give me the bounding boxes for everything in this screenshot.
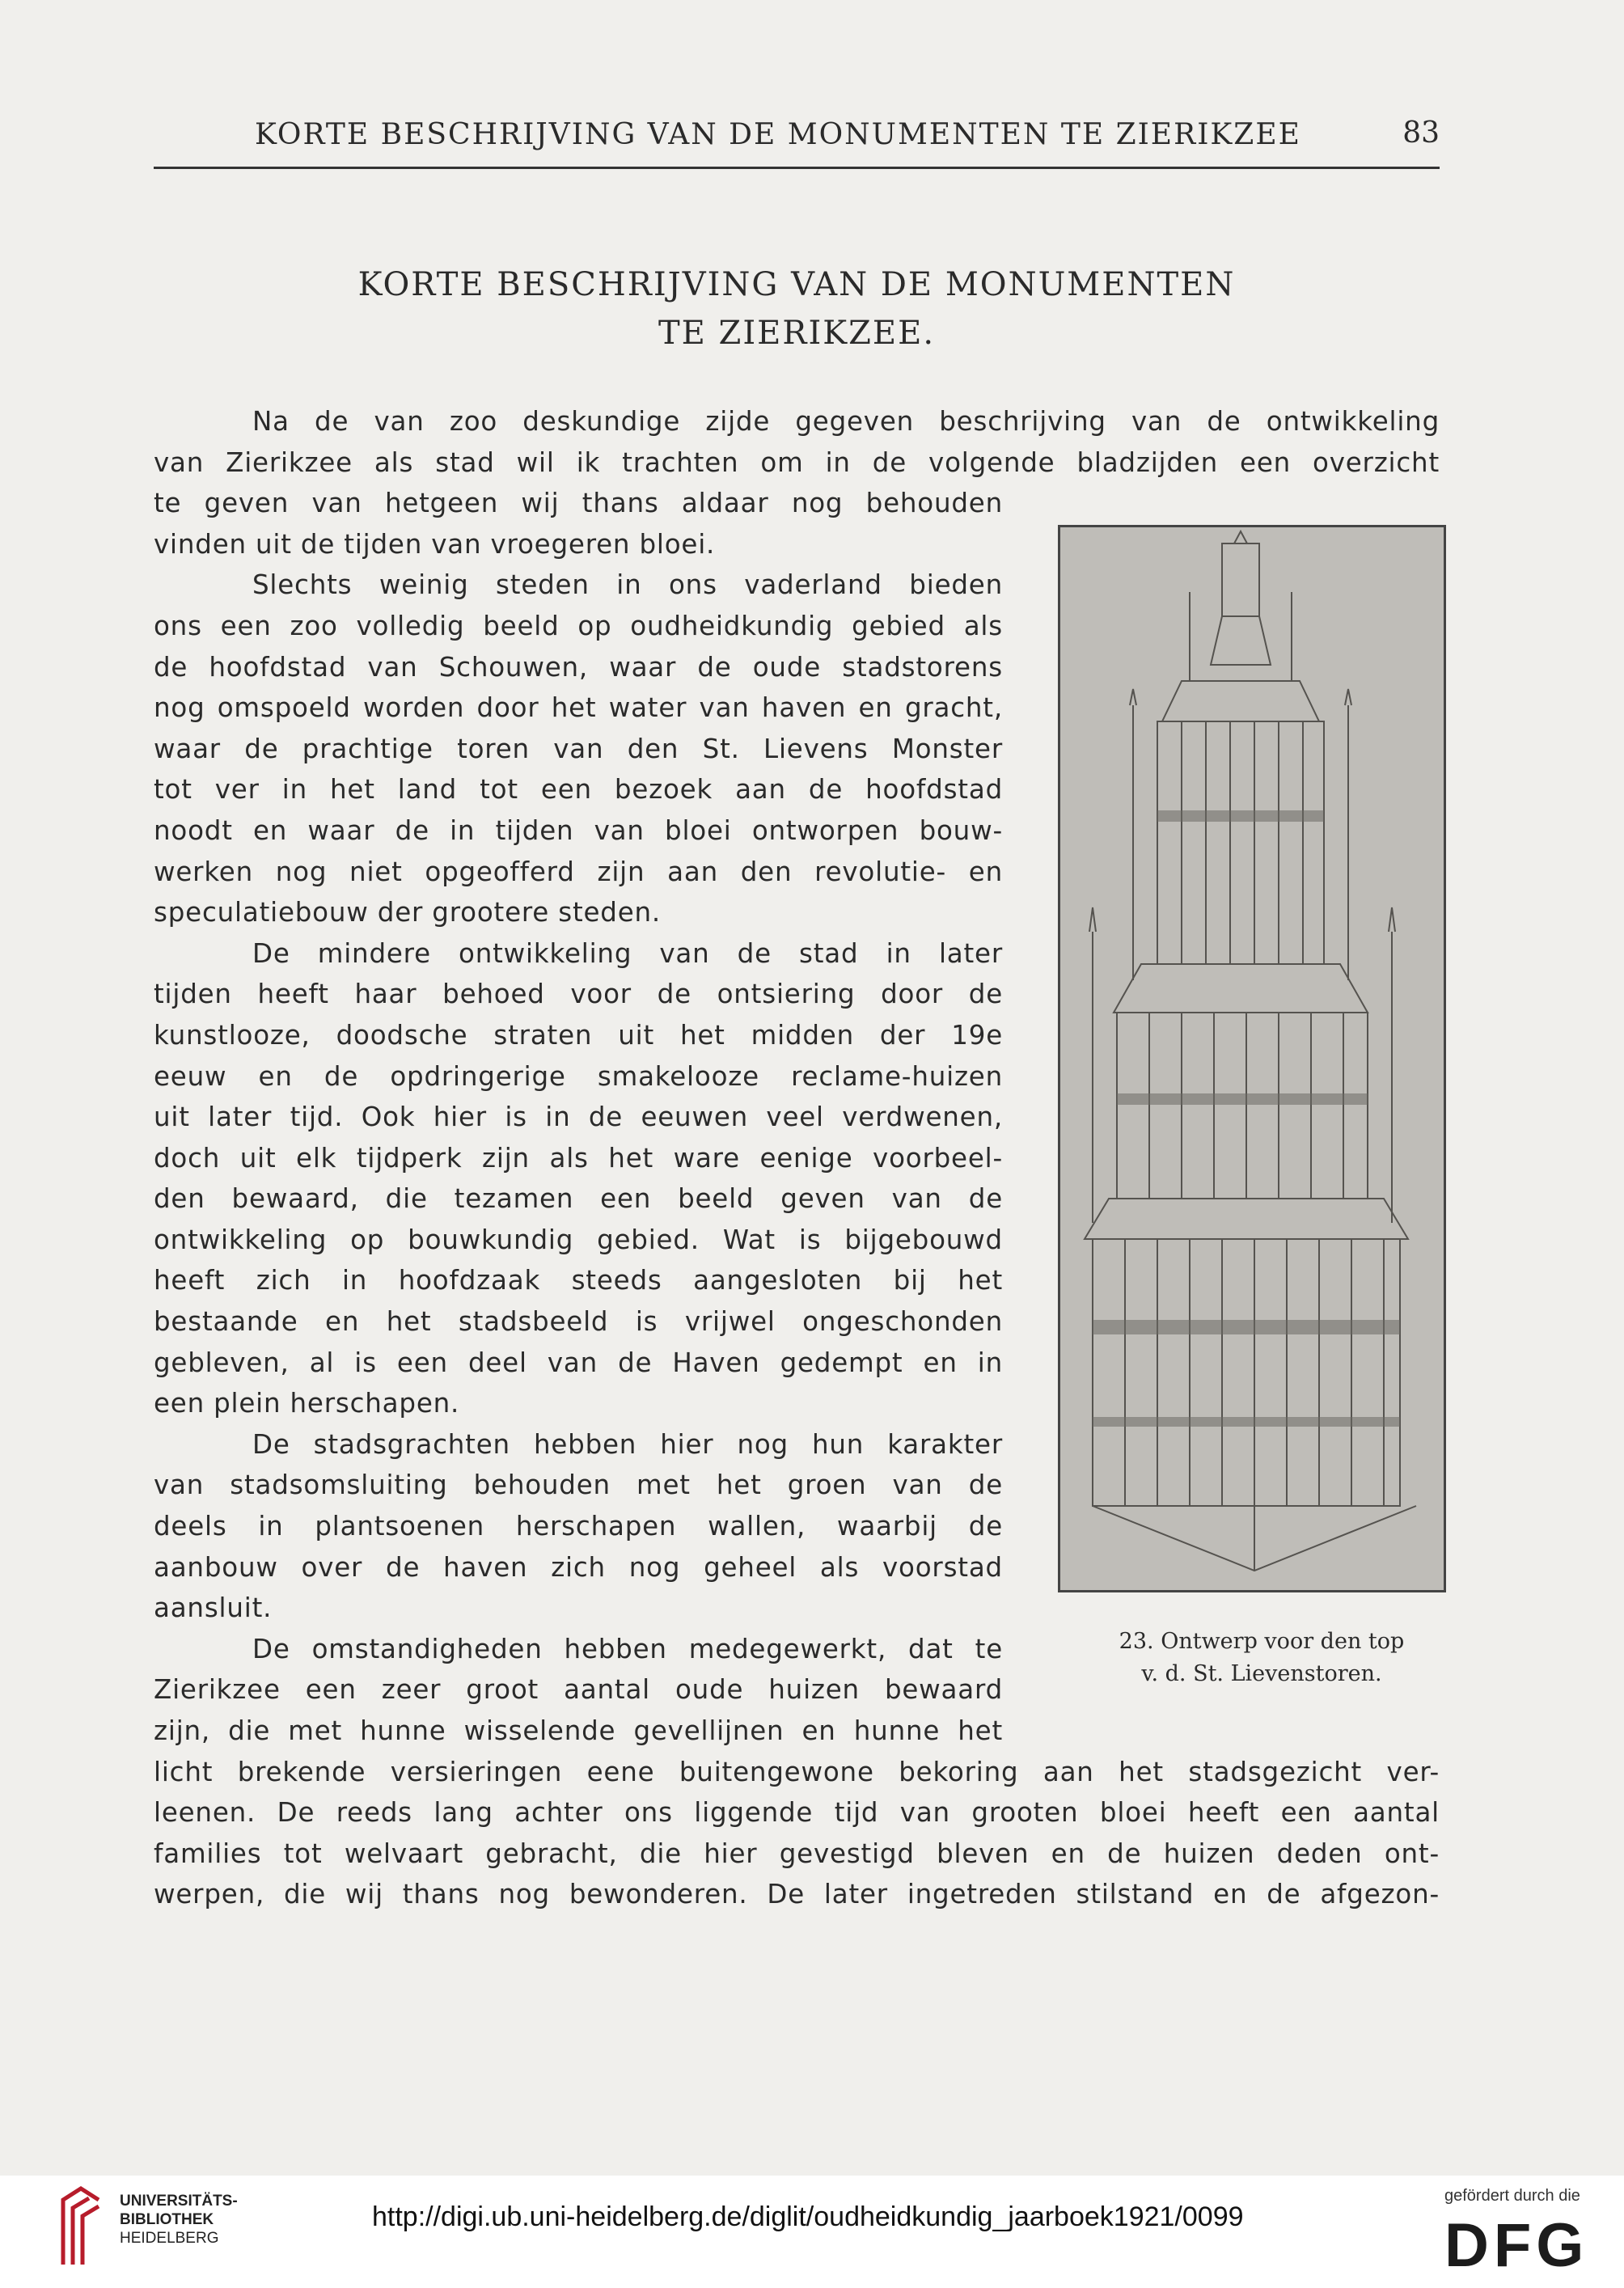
- body-line: bestaande en het stadsbeeld is vrijwel ongeschonden: [154, 1306, 1003, 1338]
- library-name-line-3: HEIDELBERG: [120, 2230, 219, 2247]
- body-line: ons een zoo volledig beeld op oudheidkundig gebied als: [154, 610, 1003, 641]
- tower-drawing-icon: [1060, 527, 1444, 1590]
- body-line: te geven van hetgeen wij thans aldaar nog behouden: [154, 488, 1003, 519]
- body-line: van stadsomsluiting behouden met het groen van de: [154, 1470, 1003, 1501]
- library-name-line-2: BIBLIOTHEK: [120, 2211, 214, 2228]
- body-line: speculatiebouw der grootere steden.: [154, 897, 662, 928]
- body-line: ontwikkeling op bouwkundig gebied. Wat is bijgebouwd: [154, 1224, 1003, 1255]
- body-line: noodt en waar de in tijden van bloei ontworpen bouw-: [154, 814, 1003, 846]
- body-line: een plein herschapen.: [154, 1388, 460, 1419]
- running-head: [154, 115, 1440, 169]
- funding-label: gefördert durch die: [1444, 2187, 1580, 2205]
- caption-line-1: 23. Ontwerp voor den top: [1119, 1629, 1405, 1654]
- running-title: KORTE BESCHRIJVING VAN DE MONUMENTEN TE ZIERIKZEE: [255, 118, 1301, 151]
- library-name: [120, 2192, 238, 2248]
- body-line: De omstandigheden hebben medegewerkt, dat te: [252, 1633, 1003, 1664]
- permalink-url[interactable]: http://digi.ub.uni-heidelberg.de/diglit/oudheidkundig_jaarboek1921/0099: [372, 2201, 1244, 2232]
- body-line: vinden uit de tijden van vroegeren bloei.: [154, 528, 716, 560]
- body-line: tijden heeft haar behoed voor de ontsiering door de: [154, 979, 1003, 1010]
- body-line: deels in plantsoenen herschapen wallen, waarbij de: [154, 1511, 1003, 1542]
- body-line: doch uit elk tijdperk zijn als het ware eenige voorbeel-: [154, 1142, 1003, 1174]
- body-line: uit later tijd. Ook hier is in de eeuwen veel verdwenen,: [154, 1102, 1003, 1133]
- body-line: den bewaard, die tezamen een beeld geven van de: [154, 1183, 1003, 1215]
- body-line: van Zierikzee als stad wil ik trachten om in de volgende bladzijden een overzicht: [154, 446, 1440, 478]
- university-library-logo-icon: [57, 2184, 105, 2273]
- body-line: aansluit.: [154, 1592, 273, 1624]
- body-line: de hoofdstad van Schouwen, waar de oude stadstorens: [154, 651, 1003, 683]
- body-line: kunstlooze, doodsche straten uit het midden der 19e: [154, 1019, 1003, 1051]
- body-line: tot ver in het land tot een bezoek aan de hoofdstad: [154, 774, 1003, 806]
- body-line: Na de van zoo deskundige zijde gegeven beschrijving van de ontwikkeling: [252, 406, 1440, 437]
- body-line: eeuw en de opdringerige smakelooze reclame-huizen: [154, 1060, 1003, 1092]
- body-line: waar de prachtige toren van den St. Lievens Monster: [154, 733, 1003, 764]
- body-line: Slechts weinig steden in ons vaderland bieden: [252, 569, 1003, 601]
- caption-line-2: v. d. St. Lievenstoren.: [1141, 1661, 1382, 1686]
- library-name-line-1: UNIVERSITÄTS-: [120, 2193, 238, 2210]
- body-line: leenen. De reeds lang achter ons liggende tijd van grooten bloei heeft een aantal: [154, 1797, 1440, 1829]
- tower-drawing-figure: [1058, 525, 1446, 1592]
- page-number: 83: [1402, 116, 1440, 150]
- body-line: Zierikzee een zeer groot aantal oude huizen bewaard: [154, 1674, 1003, 1706]
- body-line: licht brekende versieringen eene buitengewone bekoring aan het stadsgezicht ver-: [154, 1756, 1440, 1787]
- body-line: heeft zich in hoofdzaak steeds aangesloten bij het: [154, 1265, 1003, 1296]
- body-line: De mindere ontwikkeling van de stad in later: [252, 937, 1003, 969]
- body-line: families tot welvaart gebracht, die hier gevestigd bleven en de huizen deden ont-: [154, 1838, 1440, 1869]
- body-line: nog omspoeld worden door het water van haven en gracht,: [154, 692, 1003, 724]
- body-line: aanbouw over de haven zich nog geheel als voorstad: [154, 1551, 1003, 1583]
- body-line: werken nog niet opgeofferd zijn aan den revolutie- en: [154, 856, 1003, 887]
- figure-caption: [1076, 1626, 1448, 1690]
- body-line: werpen, die wij thans nog bewonderen. De later ingetreden stilstand en de afgezon-: [154, 1879, 1440, 1910]
- chapter-title: [154, 260, 1440, 357]
- body-line: zijn, die met hunne wisselende gevellijnen en hunne het: [154, 1715, 1003, 1746]
- dfg-logo: DFG: [1444, 2211, 1589, 2280]
- body-line: gebleven, al is een deel van de Haven gedempt en in: [154, 1347, 1003, 1378]
- body-line: De stadsgrachten hebben hier nog hun karakter: [252, 1428, 1003, 1460]
- chapter-title-line-1: KORTE BESCHRIJVING VAN DE MONUMENTEN: [357, 266, 1236, 303]
- chapter-title-line-2: TE ZIERIKZEE.: [658, 315, 936, 352]
